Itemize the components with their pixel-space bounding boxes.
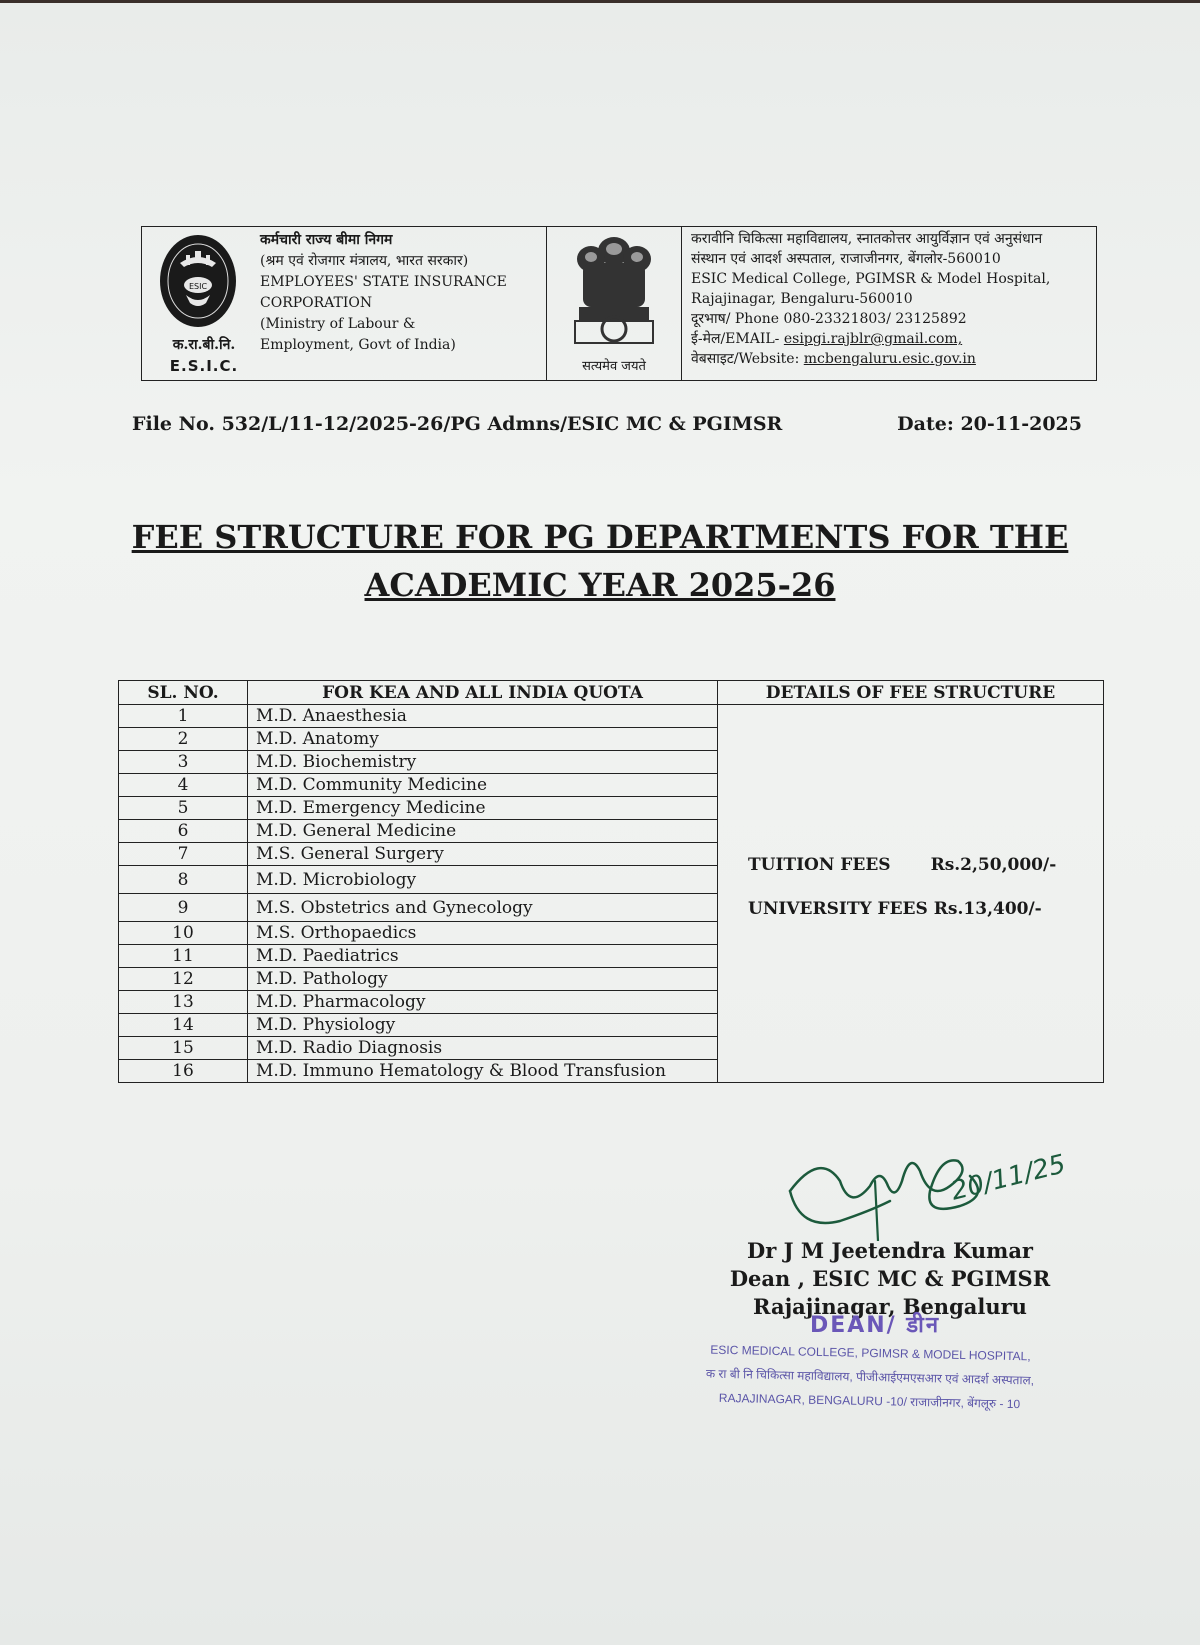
tuition-fee-label: TUITION FEES	[748, 854, 891, 875]
esic-english-line: CORPORATION	[260, 295, 373, 311]
esic-logo-icon	[158, 233, 238, 329]
row-course: M.D. Pathology	[248, 968, 718, 991]
university-fee-line	[748, 899, 1095, 919]
handwritten-date: 20/11/25	[948, 1149, 1069, 1207]
column-header-fee-details: DETAILS OF FEE STRUCTURE	[718, 681, 1104, 705]
national-emblem-block	[547, 227, 682, 380]
official-stamp	[679, 1337, 1060, 1417]
row-sl-no: 8	[119, 866, 248, 894]
row-sl-no: 7	[119, 843, 248, 866]
svg-text:ESIC: ESIC	[188, 282, 208, 291]
table-row	[119, 705, 1104, 728]
national-emblem-icon	[561, 229, 667, 353]
esic-english-line: EMPLOYEES' STATE INSURANCE	[260, 274, 507, 290]
esic-code-hindi: क.रा.बी.नि.	[172, 337, 236, 353]
row-sl-no: 2	[119, 728, 248, 751]
table-header-row	[119, 681, 1104, 705]
address-line: करावीनि चिकित्सा महाविद्यालय, स्नातकोत्तर आयुर्विज्ञान एवं अनुसंधान	[691, 231, 1043, 247]
row-course: M.D. Pharmacology	[248, 991, 718, 1014]
esic-header-block	[142, 227, 547, 380]
university-fee-label: UNIVERSITY FEES	[748, 898, 928, 919]
signature-icon	[780, 1131, 1110, 1241]
stamp-line: क रा बी नि चिकित्सा महाविद्यालय, पीजीआईएमएसआर एवं आदर्श अस्पताल,	[705, 1366, 1035, 1388]
college-address-block	[682, 227, 1096, 380]
stamp-title: DEAN/ डीन	[809, 1313, 941, 1338]
signatory-location: Rajajinagar, Bengaluru	[753, 1294, 1027, 1319]
row-sl-no: 14	[119, 1014, 248, 1037]
row-sl-no: 5	[119, 797, 248, 820]
website-link[interactable]: mcbengaluru.esic.gov.in	[803, 351, 976, 367]
row-course: M.D. Paediatrics	[248, 945, 718, 968]
row-course: M.D. Anaesthesia	[248, 705, 718, 728]
letterhead	[141, 226, 1097, 381]
row-course: M.D. Anatomy	[248, 728, 718, 751]
column-header-sl-no: SL. NO.	[119, 681, 248, 705]
university-fee-value: Rs.13,400/-	[933, 898, 1042, 919]
row-course: M.S. General Surgery	[248, 843, 718, 866]
fee-table	[118, 680, 1104, 1083]
tuition-fee-value: Rs.2,50,000/-	[930, 854, 1057, 875]
row-course: M.S. Obstetrics and Gynecology	[248, 894, 718, 922]
row-course: M.S. Orthopaedics	[248, 922, 718, 945]
row-sl-no: 4	[119, 774, 248, 797]
stamp-line: ESIC MEDICAL COLLEGE, PGIMSR & MODEL HOSPITAL,	[710, 1342, 1031, 1364]
esic-english-line: Employment, Govt of India)	[260, 337, 456, 353]
document-date: Date: 20-11-2025	[897, 413, 1082, 435]
website-label: वेबसाइट/Website:	[691, 351, 804, 367]
row-sl-no: 9	[119, 894, 248, 922]
esic-code	[150, 335, 258, 377]
fee-details-cell	[718, 705, 1104, 1083]
row-course: M.D. Radio Diagnosis	[248, 1037, 718, 1060]
row-sl-no: 6	[119, 820, 248, 843]
address-line: Rajajinagar, Bengaluru-560010	[691, 291, 913, 307]
tuition-fee-line	[748, 855, 1095, 875]
email-label: ई-मेल/EMAIL-	[691, 331, 784, 347]
esic-hindi-title: कर्मचारी राज्य बीमा निगम	[260, 232, 393, 248]
row-sl-no: 12	[119, 968, 248, 991]
row-course: M.D. General Medicine	[248, 820, 718, 843]
row-course: M.D. Community Medicine	[248, 774, 718, 797]
row-sl-no: 13	[119, 991, 248, 1014]
row-course: M.D. Immuno Hematology & Blood Transfusion	[248, 1060, 718, 1083]
row-course: M.D. Biochemistry	[248, 751, 718, 774]
esic-logo-column	[142, 227, 260, 380]
row-sl-no: 1	[119, 705, 248, 728]
email-line	[691, 329, 1096, 349]
esic-hindi-ministry: (श्रम एवं रोजगार मंत्रालय, भारत सरकार)	[260, 253, 469, 269]
row-course: M.D. Physiology	[248, 1014, 718, 1037]
row-sl-no: 10	[119, 922, 248, 945]
row-course: M.D. Emergency Medicine	[248, 797, 718, 820]
signatory-designation: Dean , ESIC MC & PGIMSR	[729, 1266, 1051, 1291]
address-line: संस्थान एवं आदर्श अस्पताल, राजाजीनगर, बेंगलोर-560010	[691, 251, 1001, 267]
phone-line: दूरभाष/ Phone 080-23321803/ 23125892	[691, 311, 967, 327]
row-sl-no: 11	[119, 945, 248, 968]
national-motto: सत्यमेव जयते	[582, 359, 646, 374]
column-header-course: FOR KEA AND ALL INDIA QUOTA	[248, 681, 718, 705]
esic-name-text	[260, 227, 507, 380]
row-sl-no: 3	[119, 751, 248, 774]
file-reference-line	[132, 413, 1082, 435]
row-sl-no: 16	[119, 1060, 248, 1083]
address-line: ESIC Medical College, PGIMSR & Model Hospital,	[691, 271, 1051, 287]
file-number: File No. 532/L/11-12/2025-26/PG Admns/ESIC MC & PGIMSR	[132, 413, 783, 435]
stamp-line: RAJAJINAGAR, BENGALURU -10/ राजाजीनगर, बेंगलूरु - 10	[718, 1390, 1021, 1412]
page-title	[120, 513, 1080, 609]
title-line-2: ACADEMIC YEAR 2025-26	[364, 566, 836, 604]
title-line-1: FEE STRUCTURE FOR PG DEPARTMENTS FOR THE	[131, 518, 1069, 556]
esic-code-english: E.S.I.C.	[169, 357, 239, 375]
email-link[interactable]: esipgi.rajblr@gmail.com,	[783, 331, 963, 347]
row-course: M.D. Microbiology	[248, 866, 718, 894]
row-sl-no: 15	[119, 1037, 248, 1060]
esic-english-line: (Ministry of Labour &	[260, 316, 416, 332]
signatory-name: Dr J M Jeetendra Kumar	[747, 1238, 1033, 1263]
website-line	[691, 349, 1096, 369]
